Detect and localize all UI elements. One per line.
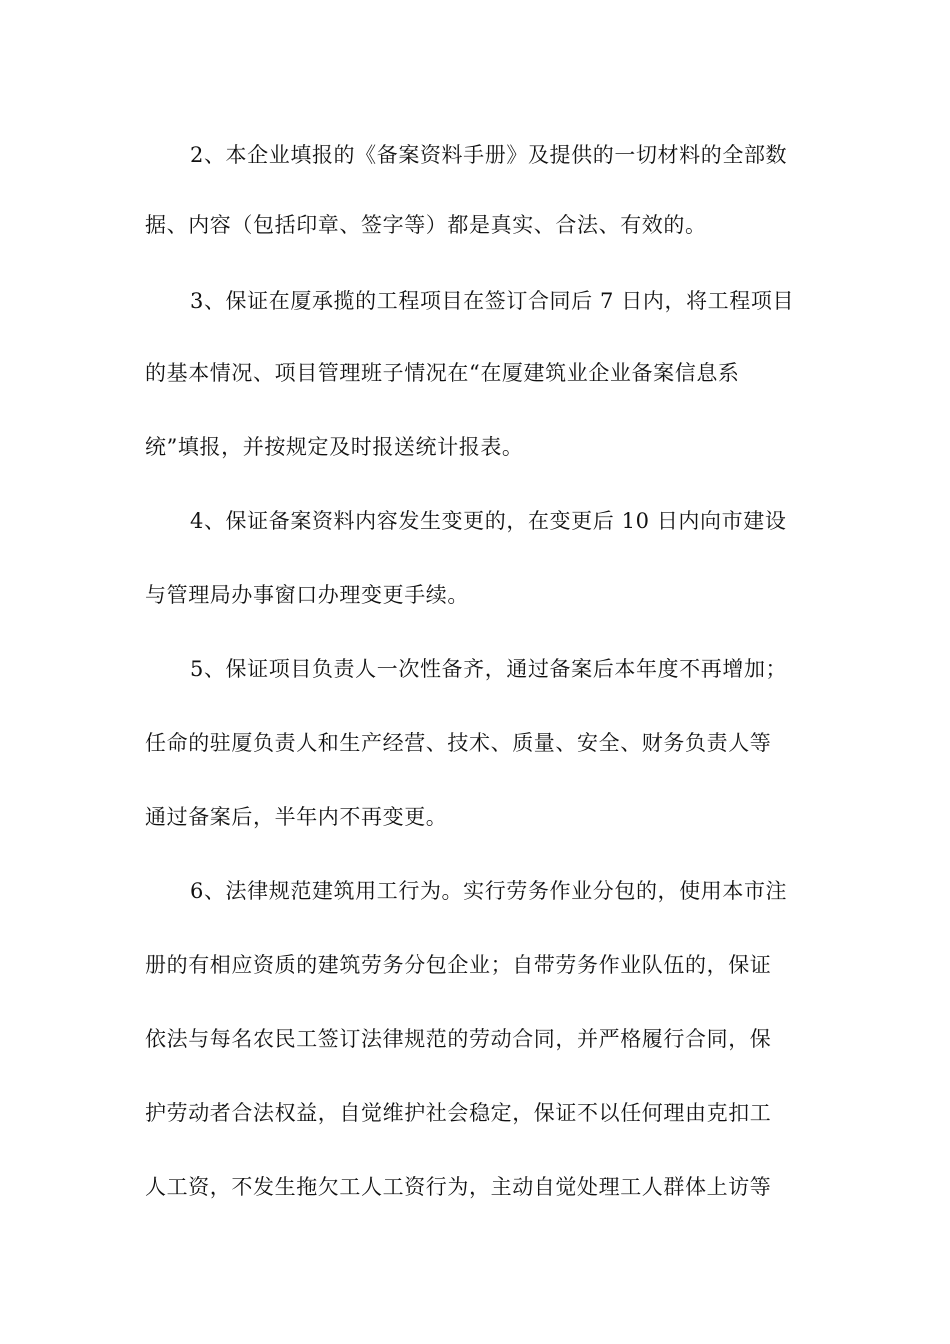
- clause-3-line-1: 3、保证在厦承揽的工程项目在签订合同后 7 日内，将工程项目: [190, 289, 795, 313]
- clause-5-line-1: 5、保证项目负责人一次性备齐，通过备案后本年度不再增加；: [190, 657, 788, 681]
- clause-6-line-4: 护劳动者合法权益，自觉维护社会稳定，保证不以任何理由克扣工: [145, 1101, 772, 1125]
- clause-4-line-2: 与管理局办事窗口办理变更手续。: [145, 583, 469, 607]
- clause-6-line-5: 人工资，不发生拖欠工人工资行为，主动自觉处理工人群体上访等: [145, 1175, 772, 1199]
- clause-6-line-2: 册的有相应资质的建筑劳务分包企业；自带劳务作业队伍的，保证: [145, 953, 772, 977]
- clause-4-line-1: 4、保证备案资料内容发生变更的，在变更后 10 日内向市建设: [190, 509, 787, 533]
- clause-6-line-1: 6、法律规范建筑用工行为。实行劳务作业分包的，使用本市注: [190, 879, 788, 903]
- clause-3-line-3: 统”填报，并按规定及时报送统计报表。: [145, 435, 524, 459]
- clause-3-line-2: 的基本情况、项目管理班子情况在“在厦建筑业企业备案信息系: [145, 361, 740, 385]
- clause-5-line-2: 任命的驻厦负责人和生产经营、技术、质量、安全、财务负责人等: [145, 731, 772, 755]
- clause-5-line-3: 通过备案后，半年内不再变更。: [145, 805, 448, 829]
- clause-2-line-1: 2、本企业填报的《备案资料手册》及提供的一切材料的全部数: [190, 143, 788, 167]
- clause-2-line-2: 据、内容（包括印章、签字等）都是真实、合法、有效的。: [145, 213, 707, 237]
- clause-6-line-3: 依法与每名农民工签订法律规范的劳动合同，并严格履行合同，保: [145, 1027, 772, 1051]
